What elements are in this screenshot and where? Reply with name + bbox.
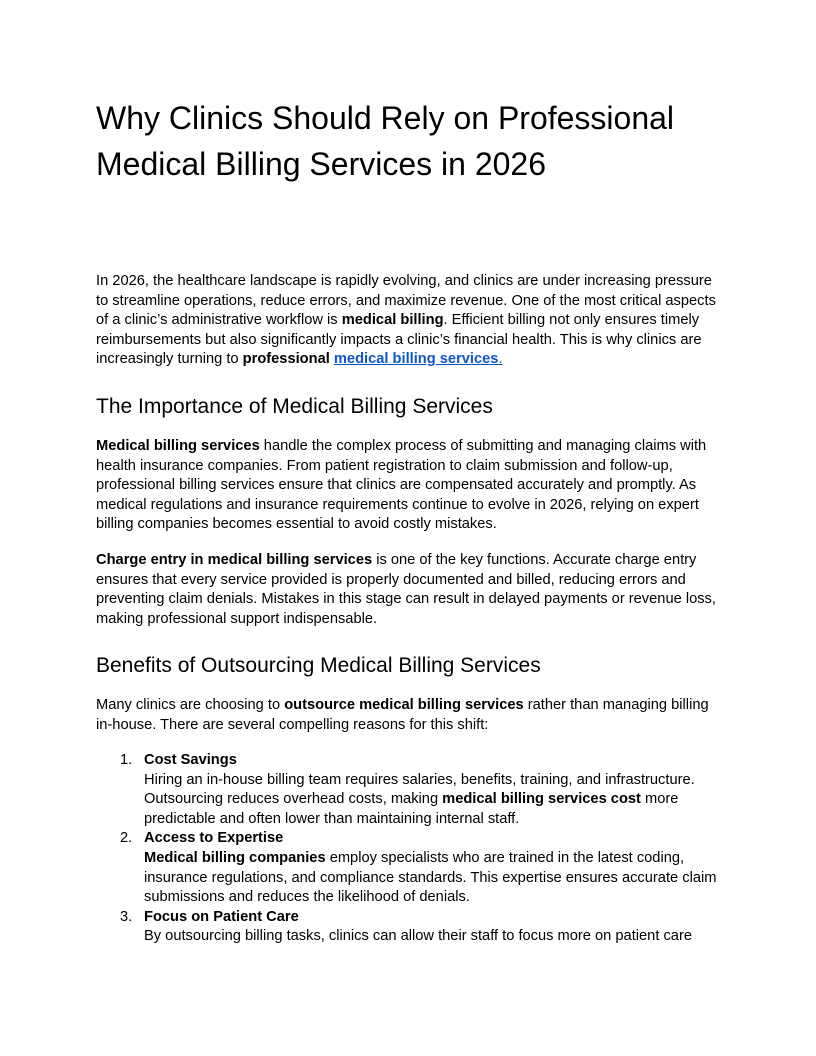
list-item-bold: Medical billing companies [144,849,326,866]
list-item-text: By outsourcing billing tasks, clinics can allow their staff to focus more on patient care [144,928,692,945]
medical-billing-services-link[interactable]: medical billing services [333,351,499,368]
intro-end: . [498,351,503,368]
list-item-bold: medical billing services cost [442,791,641,808]
benefits-text-2: rather than managing billing in-house. There are several compelling reasons for this shift: [96,697,709,733]
list-item [96,908,720,947]
page-title: Why Clinics Should Rely on Professional Medical Billing Services in 2026 [96,100,675,182]
list-item-text-end: more predictable and often lower than maintaining internal staff. [144,791,679,827]
section-heading-importance: The Importance of Medical Billing Services [96,395,493,418]
list-number: 3. [120,908,133,925]
importance-text-1: handle the complex process of submitting and managing claims with health insurance companies. From patient registration to claim submission and follow-up, professional billing services ensure that clinics are compensated accurately and promptly. As medical regulations and insurance requirements continue to evolve in 2026, relying on expert billing companies becomes essential to avoid costly mistakes. [96,438,707,533]
list-item-text-end: employ specialists who are trained in the latest coding, insurance regulations, and compliance standards. This expertise ensures accurate claim submissions and reduces the likelihood of denials. [144,849,717,906]
list-item [96,751,720,829]
importance-bold-2: Charge entry in medical billing services [96,552,373,568]
benefits-paragraph [96,696,720,735]
list-number: 2. [120,830,133,847]
importance-bold-1: Medical billing services [96,438,260,454]
importance-paragraph-2 [96,551,720,629]
benefits-list [96,751,720,947]
list-item-title: Access to Expertise [144,830,284,847]
list-number: 1. [120,752,133,768]
intro-text-1: In 2026, the healthcare landscape is rapidly evolving, and clinics are under increasing pressure to streamline operations, reduce errors, and maximize revenue. One of the most critical aspects of a clinic’s administrative workflow is [96,273,716,329]
intro-paragraph [96,272,720,370]
importance-paragraph-1 [96,437,720,535]
list-item-title: Focus on Patient Care [144,908,299,925]
list-item-title: Cost Savings [144,752,237,768]
benefits-bold: outsource medical billing services [284,697,524,713]
list-item [96,829,720,907]
intro-text-2: . Efficient billing not only ensures timely reimbursements but also significantly impacts a clinic’s financial health. This is why clinics are increasingly turning to [96,312,702,368]
importance-text-2: is one of the key functions. Accurate charge entry ensures that every service provided is properly documented and billed, reducing errors and preventing claim denials. Mistakes in this stage can result in delayed payments or revenue loss, making professional support indispensable. [96,552,716,627]
list-item-text: Hiring an in-house billing team requires salaries, benefits, training, and infrastructure. Outsourcing reduces overhead costs, making [144,771,695,808]
intro-bold-2: professional [242,351,330,368]
benefits-text-1: Many clinics are choosing to [96,697,285,713]
section-heading-benefits: Benefits of Outsourcing Medical Billing Services [96,654,541,677]
intro-bold-1: medical billing [341,312,444,329]
